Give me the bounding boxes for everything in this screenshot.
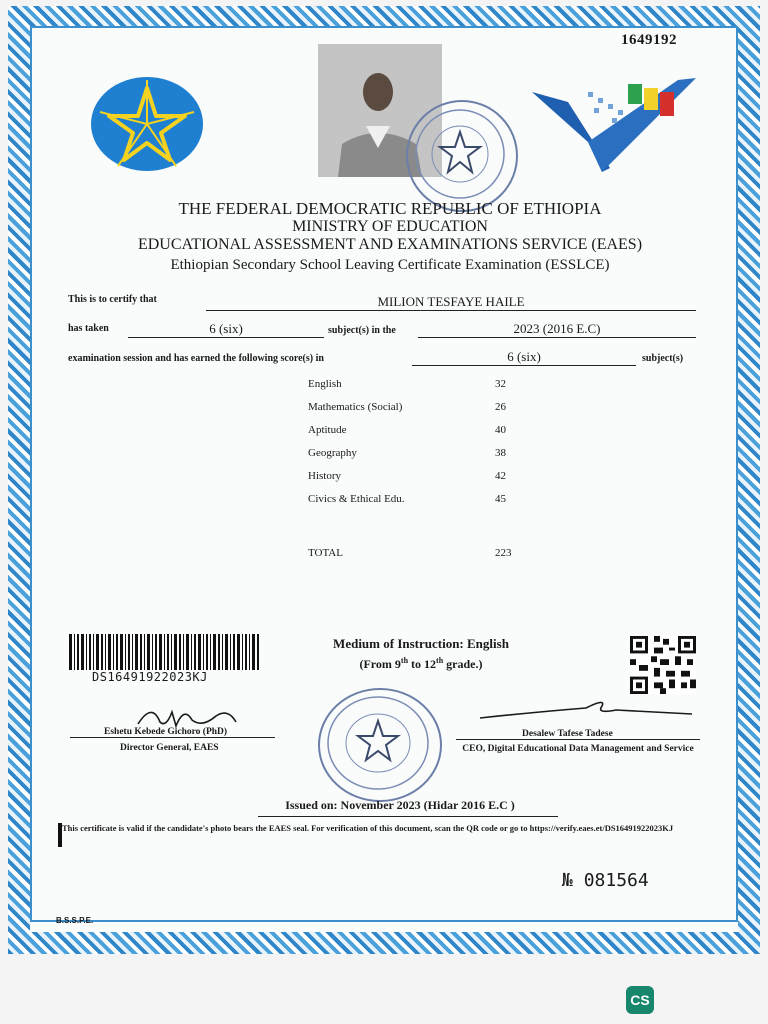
qr-code-icon[interactable]: [630, 636, 696, 694]
signatory-right-name: Desalew Tafese Tadese: [522, 729, 613, 739]
barcode-icon: [69, 634, 259, 670]
subjects-scored-count: 6 (six): [412, 349, 636, 366]
signature-right-icon: [476, 694, 696, 724]
ethiopia-emblem-icon: [90, 76, 204, 172]
heading-exam: Ethiopian Secondary School Leaving Certificate Examination (ESSLCE): [170, 257, 610, 273]
score-value: 38: [495, 447, 506, 459]
grade-prefix: (From 9: [359, 657, 401, 671]
score-subject: Civics & Ethical Edu.: [308, 493, 405, 505]
score-value: 42: [495, 470, 506, 482]
subjects-in-label: subject(s) in the: [328, 325, 396, 336]
exam-year: 2023 (2016 E.C): [418, 321, 696, 338]
eaes-seal-top: [406, 100, 518, 212]
heading-ministry: MINISTRY OF EDUCATION: [292, 218, 488, 235]
total-label: TOTAL: [308, 547, 343, 559]
serial-number-top: 1649192: [621, 32, 677, 48]
score-value: 45: [495, 493, 506, 505]
score-subject: English: [308, 378, 342, 390]
heading-service: EDUCATIONAL ASSESSMENT AND EXAMINATIONS SERVICE (EAES): [137, 236, 643, 253]
grade-range: [296, 656, 546, 672]
number-value: 081564: [583, 870, 649, 891]
score-subject: Mathematics (Social): [308, 401, 403, 413]
barcode-text: DS16491922023KJ: [92, 670, 208, 684]
score-value: 32: [495, 378, 506, 390]
issued-date: Issued on: November 2023 (Hidar 2016 E.C ): [285, 798, 515, 812]
grade-suffix: grade.): [443, 657, 483, 671]
signatory-right-title: CEO, Digital Educational Data Management and Service: [462, 744, 694, 754]
signature-line-left: [70, 737, 275, 738]
eaes-logo-icon: [528, 72, 698, 176]
grade-sup-1: th: [400, 656, 409, 665]
footer-code: B.S.S.P.E.: [56, 916, 94, 925]
validity-note: This certificate is valid if the candidate's photo bears the EAES seal. For verification of this document, scan the QR code or go to https://verify.eaes.et/DS16491922023KJ: [62, 823, 674, 833]
session-label: examination session and has earned the following score(s) in: [68, 353, 324, 364]
subjects-taken-count: 6 (six): [128, 321, 324, 338]
signatory-left-name: Eshetu Kebede Gichoro (PhD): [104, 727, 228, 737]
candidate-name: MILION TESFAYE HAILE: [206, 294, 696, 311]
score-value: 26: [495, 401, 506, 413]
score-subject: History: [308, 470, 341, 482]
score-subject: Geography: [308, 447, 357, 459]
medium-of-instruction: Medium of Instruction: English: [333, 636, 509, 651]
subjects-suffix: subject(s): [642, 353, 684, 364]
total-value: 223: [495, 547, 512, 559]
certificate-number: [562, 870, 649, 891]
camscanner-logo-icon: CS: [626, 986, 654, 1014]
score-subject: Aptitude: [308, 424, 347, 436]
heading-country: THE FEDERAL DEMOCRATIC REPUBLIC OF ETHIOPIA: [178, 199, 602, 218]
grade-sup-2: th: [436, 656, 444, 665]
eaes-seal-bottom: [318, 688, 442, 802]
has-taken-label: has taken: [68, 323, 109, 334]
certify-label: This is to certify that: [68, 294, 157, 305]
grade-mid: to 12: [408, 657, 437, 671]
signature-line-right: [456, 739, 700, 740]
score-value: 40: [495, 424, 506, 436]
number-sign: №: [562, 870, 573, 891]
issued-underline: [258, 816, 558, 817]
signatory-left-title: Director General, EAES: [120, 743, 219, 753]
